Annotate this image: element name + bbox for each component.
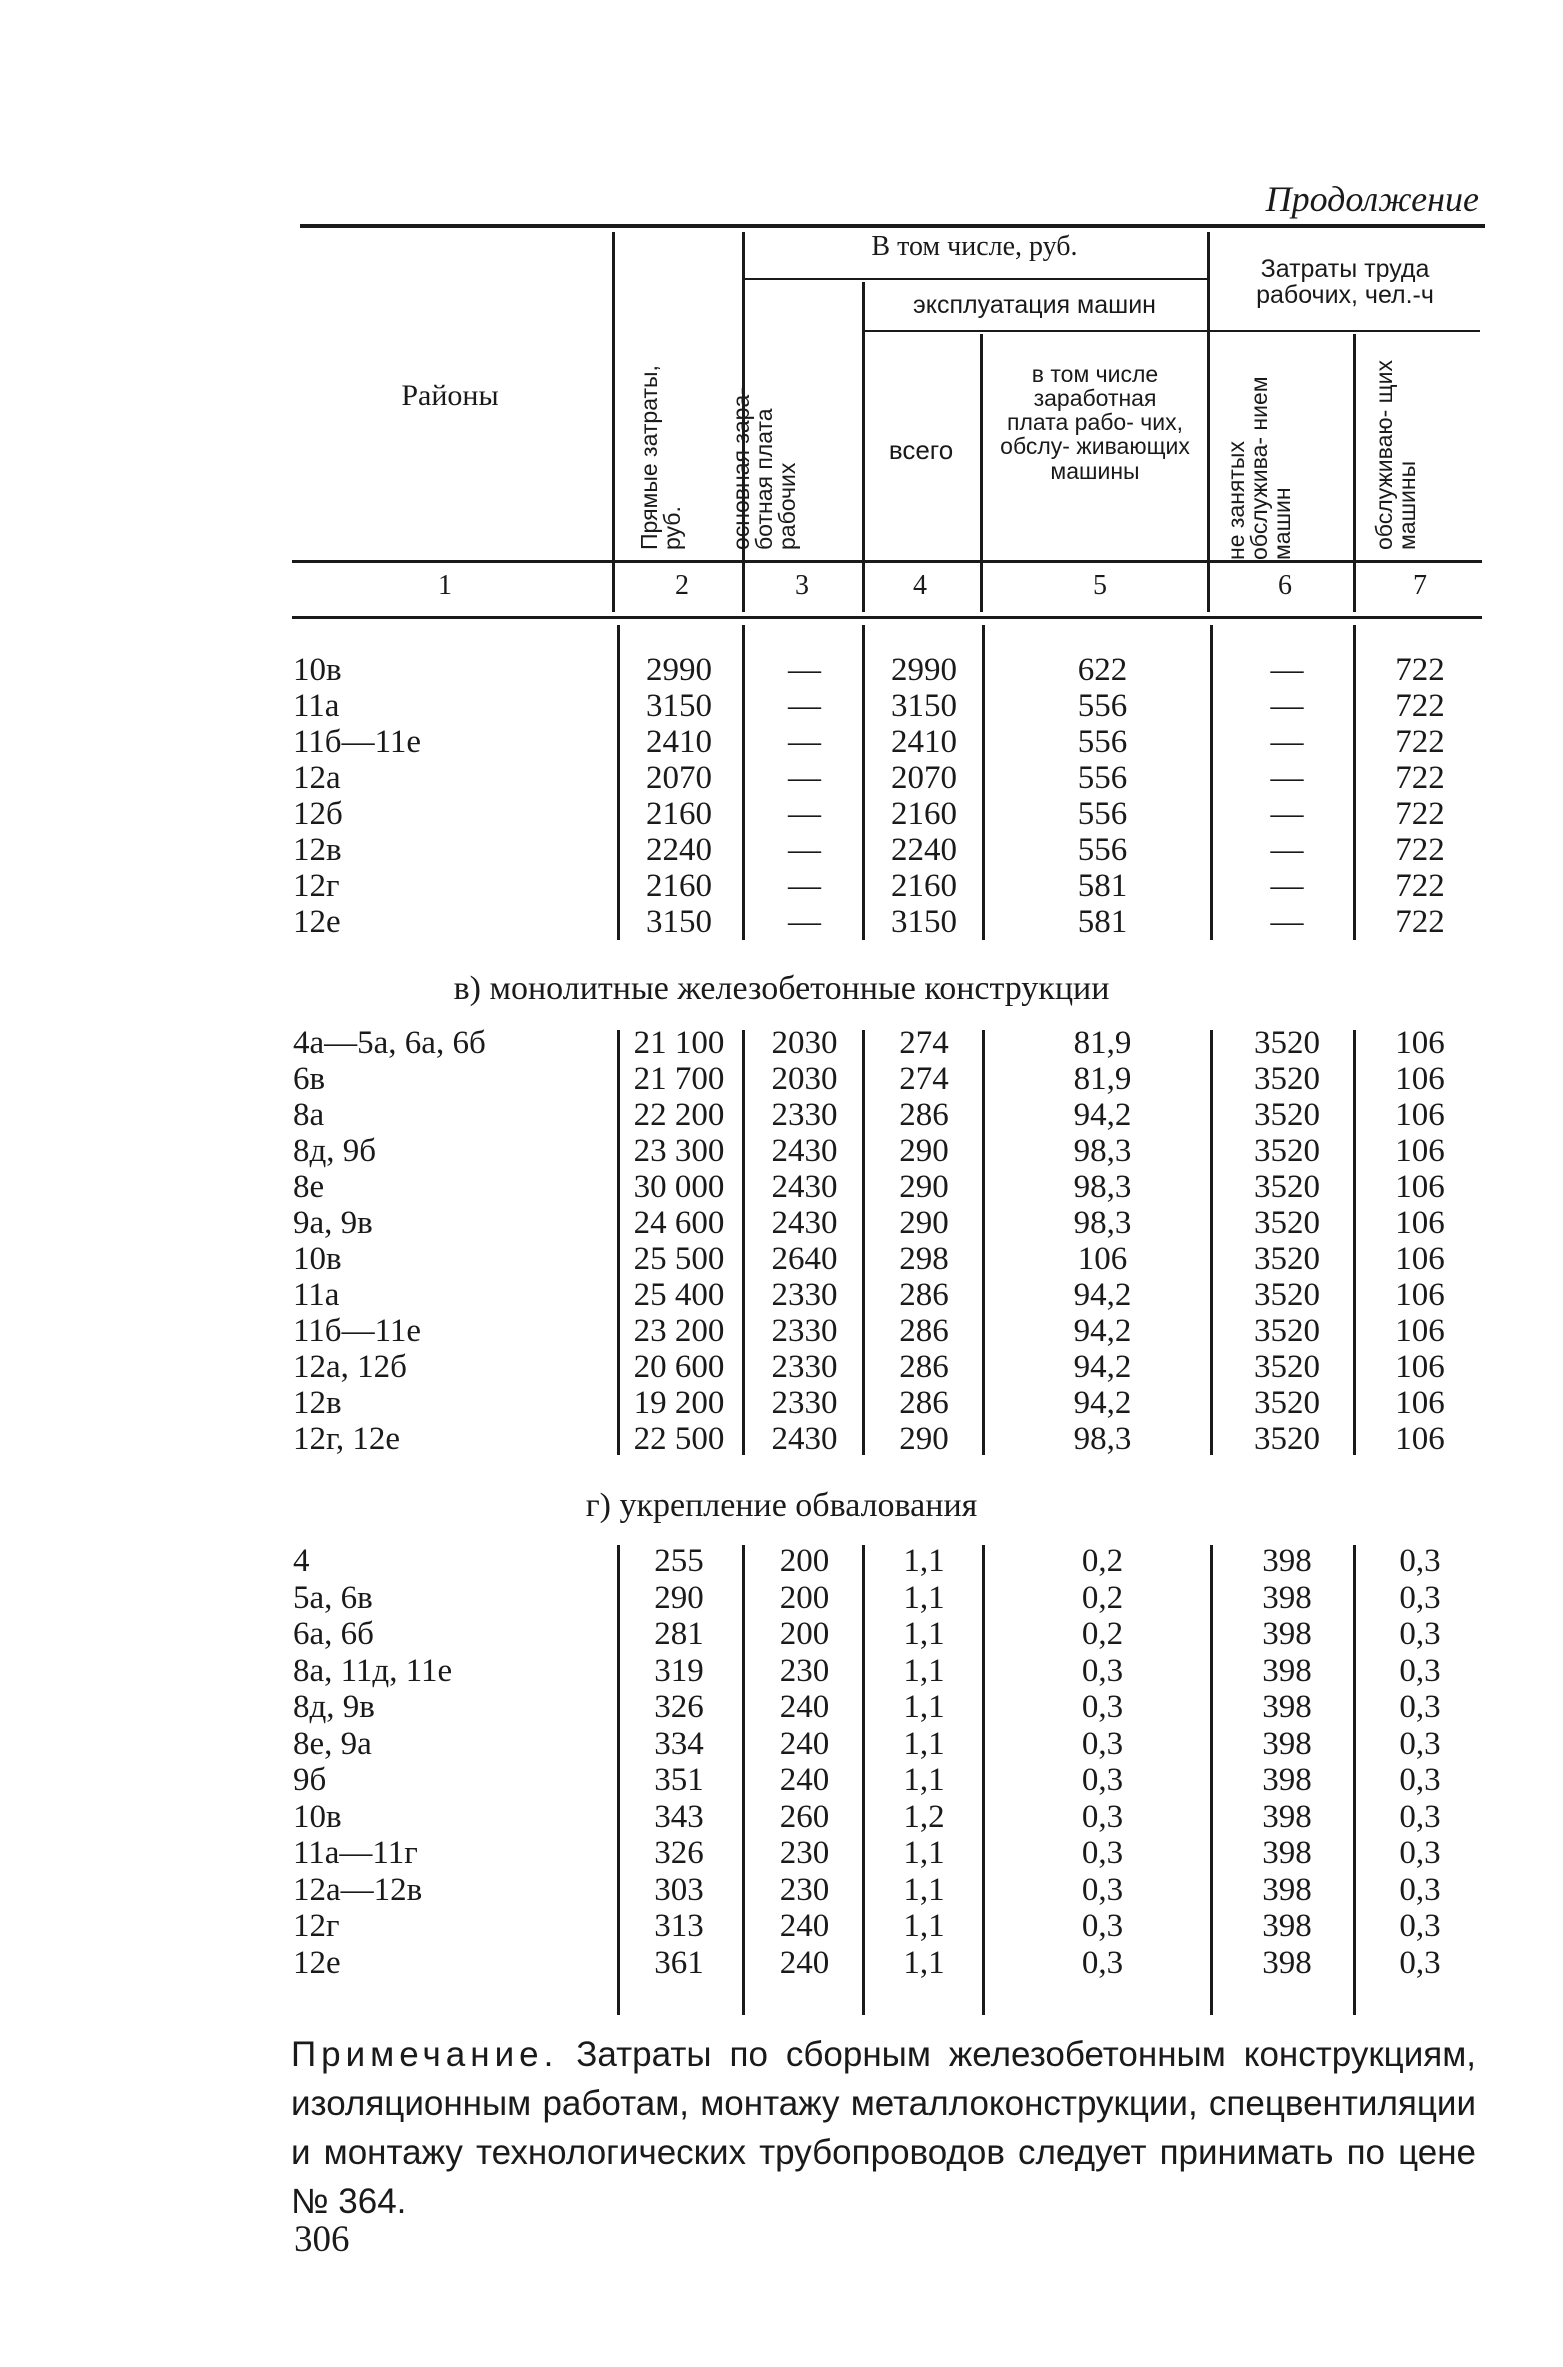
labor-machines-cell: 106 xyxy=(1395,1313,1445,1349)
base-wage-cell: — xyxy=(788,904,821,940)
labor-machines-cell: 0,3 xyxy=(1399,1652,1441,1689)
base-wage-cell: — xyxy=(788,688,821,724)
labor-not-machines-cell: 398 xyxy=(1262,1908,1312,1944)
direct-cost-cell: 334 xyxy=(654,1725,704,1762)
table-row xyxy=(0,868,1563,904)
labor-machines-cell: 106 xyxy=(1395,1025,1445,1061)
table-row xyxy=(0,1872,1563,1908)
labor-not-machines-cell: 398 xyxy=(1262,1835,1312,1871)
machine-total-cell: 1,1 xyxy=(903,1616,945,1652)
header-direct-costs: Прямые затраты, руб. xyxy=(636,365,685,550)
table-row xyxy=(0,1908,1563,1944)
base-wage-cell: — xyxy=(788,832,821,868)
table-row xyxy=(0,1061,1563,1097)
machine-total-cell: 1,1 xyxy=(903,1944,945,1981)
labor-not-machines-cell: 398 xyxy=(1262,1871,1312,1908)
footnote-label: Примечание. xyxy=(291,2035,559,2074)
table-row xyxy=(0,1241,1563,1277)
base-wage-cell: — xyxy=(788,724,821,760)
labor-machines-cell: 0,3 xyxy=(1399,1798,1441,1835)
machine-total-cell: 1,1 xyxy=(903,1689,945,1725)
table-row xyxy=(0,1313,1563,1349)
direct-cost-cell: 23 200 xyxy=(633,1313,725,1349)
base-wage-cell: 2030 xyxy=(771,1061,838,1097)
machine-total-cell: 274 xyxy=(899,1061,949,1097)
table-row xyxy=(0,1349,1563,1385)
base-wage-cell: — xyxy=(788,868,821,904)
direct-cost-cell: 23 300 xyxy=(633,1133,725,1169)
labor-not-machines-cell: — xyxy=(1270,688,1304,724)
region-cell: 12г, 12е xyxy=(293,1421,400,1457)
machine-wage-cell: 98,3 xyxy=(1073,1205,1132,1241)
footnote xyxy=(291,2030,1476,2226)
labor-machines-cell: 106 xyxy=(1395,1241,1445,1277)
direct-cost-cell: 21 100 xyxy=(633,1025,725,1061)
base-wage-cell: — xyxy=(788,796,821,832)
table-row xyxy=(0,796,1563,832)
section-c-title: г) укрепление обвалования xyxy=(585,1487,978,1524)
labor-machines-cell: 106 xyxy=(1395,1097,1445,1133)
table-row xyxy=(0,1169,1563,1205)
header-top-rule xyxy=(300,224,1485,228)
machine-total-cell: 2410 xyxy=(891,724,957,760)
direct-cost-cell: 22 500 xyxy=(633,1421,725,1457)
base-wage-cell: 2330 xyxy=(771,1277,838,1313)
region-cell: 12г xyxy=(293,868,340,904)
machine-wage-cell: 556 xyxy=(1077,724,1128,760)
region-cell: 4а—5а, 6а, 6б xyxy=(293,1025,486,1061)
labor-not-machines-cell: 3520 xyxy=(1254,1133,1320,1169)
labor-not-machines-cell: — xyxy=(1270,832,1304,868)
table-row xyxy=(0,724,1563,760)
base-wage-cell: 240 xyxy=(779,1689,830,1725)
table-row xyxy=(0,1689,1563,1725)
machine-wage-cell: 556 xyxy=(1077,832,1128,868)
machine-total-cell: 1,2 xyxy=(903,1798,945,1835)
region-cell: 11б—11е xyxy=(293,724,421,760)
continuation-label: Продолжение xyxy=(1265,179,1479,219)
machine-total-cell: 1,1 xyxy=(903,1725,945,1762)
labor-not-machines-cell: — xyxy=(1270,904,1304,940)
machine-total-cell: 286 xyxy=(899,1313,949,1349)
region-cell: 10в xyxy=(293,1241,342,1277)
col-number-7: 7 xyxy=(1413,570,1427,601)
machine-total-cell: 2990 xyxy=(891,652,957,688)
table-row xyxy=(0,1835,1563,1871)
table-row xyxy=(0,688,1563,724)
labor-not-machines-cell: 398 xyxy=(1262,1725,1312,1762)
direct-cost-cell: 326 xyxy=(654,1689,704,1725)
header-divider-4 xyxy=(980,334,983,612)
labor-machines-cell: 722 xyxy=(1395,760,1445,796)
labor-machines-cell: 106 xyxy=(1395,1133,1445,1169)
base-wage-cell: 260 xyxy=(779,1798,830,1835)
machine-wage-cell: 0,3 xyxy=(1081,1762,1124,1798)
machine-total-cell: 2160 xyxy=(891,868,957,904)
region-cell: 6а, 6б xyxy=(293,1616,374,1652)
labor-machines-cell: 722 xyxy=(1395,652,1445,688)
labor-machines-cell: 0,3 xyxy=(1399,1616,1441,1652)
table-row xyxy=(0,1421,1563,1457)
labor-not-machines-cell: 398 xyxy=(1262,1543,1312,1579)
machine-wage-cell: 622 xyxy=(1077,652,1128,688)
page-number: 306 xyxy=(294,2219,350,2260)
base-wage-cell: 200 xyxy=(779,1616,830,1652)
machine-wage-cell: 81,9 xyxy=(1073,1061,1132,1097)
direct-cost-cell: 19 200 xyxy=(633,1385,725,1421)
base-wage-cell: 230 xyxy=(779,1871,830,1908)
direct-cost-cell: 290 xyxy=(654,1579,704,1616)
table-row xyxy=(0,1025,1563,1061)
header-divider-6 xyxy=(1353,334,1356,612)
machine-total-cell: 1,1 xyxy=(903,1762,945,1798)
labor-not-machines-cell: 398 xyxy=(1262,1762,1312,1798)
base-wage-cell: — xyxy=(788,760,821,796)
header-machine-wage: в том числе заработная плата рабо- чих, обслу- живающих машины xyxy=(1000,361,1190,484)
labor-machines-cell: 722 xyxy=(1395,688,1445,724)
base-wage-cell: 240 xyxy=(779,1908,830,1944)
region-cell: 12е xyxy=(293,1944,341,1981)
labor-not-machines-cell: 398 xyxy=(1262,1616,1312,1652)
machine-wage-cell: 94,2 xyxy=(1073,1097,1132,1133)
machine-total-cell: 290 xyxy=(899,1169,949,1205)
direct-cost-cell: 2160 xyxy=(646,868,712,904)
table-row xyxy=(0,652,1563,688)
table-row xyxy=(0,1097,1563,1133)
footnote-text: Затраты по сборным железобетонным конструкциям, изоляционным работам, монтажу металлоконструкции, спецвентиляции и монтажу технологических трубопроводов следует принимать по цене № 364. xyxy=(291,2035,1476,2221)
direct-cost-cell: 25 400 xyxy=(633,1277,725,1313)
direct-cost-cell: 2410 xyxy=(646,724,712,760)
labor-not-machines-cell: — xyxy=(1270,760,1304,796)
base-wage-cell: 2330 xyxy=(771,1385,838,1421)
machine-total-cell: 2160 xyxy=(891,796,957,832)
labor-not-machines-cell: 398 xyxy=(1262,1652,1312,1689)
labor-not-machines-cell: 3520 xyxy=(1254,1205,1320,1241)
header-including: В том числе, руб. xyxy=(871,231,1078,262)
table-row xyxy=(0,1385,1563,1421)
direct-cost-cell: 20 600 xyxy=(633,1349,725,1385)
region-cell: 12а—12в xyxy=(293,1871,423,1908)
region-cell: 8е, 9а xyxy=(293,1725,372,1762)
machine-total-cell: 1,1 xyxy=(903,1543,945,1579)
direct-cost-cell: 30 000 xyxy=(633,1169,725,1205)
base-wage-cell: 2430 xyxy=(771,1205,838,1241)
labor-machines-cell: 722 xyxy=(1395,904,1445,940)
base-wage-cell: 230 xyxy=(779,1652,830,1689)
machine-wage-cell: 0,3 xyxy=(1081,1798,1124,1835)
region-cell: 12е xyxy=(293,904,341,940)
direct-cost-cell: 3150 xyxy=(646,904,712,940)
machine-total-cell: 286 xyxy=(899,1385,949,1421)
direct-cost-cell: 22 200 xyxy=(633,1097,725,1133)
region-cell: 12г xyxy=(293,1908,340,1944)
machine-wage-cell: 0,2 xyxy=(1081,1579,1124,1616)
direct-cost-cell: 361 xyxy=(654,1944,704,1981)
region-cell: 8д, 9в xyxy=(293,1689,375,1725)
base-wage-cell: 2330 xyxy=(771,1313,838,1349)
machine-wage-cell: 106 xyxy=(1077,1241,1128,1277)
table-row xyxy=(0,1543,1563,1579)
header-machines: эксплуатация машин xyxy=(913,291,1156,319)
labor-not-machines-cell: 3520 xyxy=(1254,1025,1320,1061)
table-row xyxy=(0,1580,1563,1616)
labor-machines-cell: 722 xyxy=(1395,868,1445,904)
base-wage-cell: 240 xyxy=(779,1944,830,1981)
direct-cost-cell: 351 xyxy=(654,1762,704,1798)
direct-cost-cell: 2990 xyxy=(646,652,712,688)
base-wage-cell: 200 xyxy=(779,1543,830,1579)
machine-total-cell: 1,1 xyxy=(903,1835,945,1871)
labor-machines-cell: 0,3 xyxy=(1399,1543,1441,1579)
region-cell: 11а xyxy=(293,688,340,724)
direct-cost-cell: 255 xyxy=(654,1543,704,1579)
labor-not-machines-cell: 3520 xyxy=(1254,1313,1320,1349)
labor-machines-cell: 0,3 xyxy=(1399,1871,1441,1908)
labor-not-machines-cell: 3520 xyxy=(1254,1349,1320,1385)
machine-wage-cell: 94,2 xyxy=(1073,1385,1132,1421)
table-row xyxy=(0,1133,1563,1169)
table-row xyxy=(0,1762,1563,1798)
direct-cost-cell: 2160 xyxy=(646,796,712,832)
header-group-rule xyxy=(742,278,1207,280)
machine-total-cell: 286 xyxy=(899,1097,949,1133)
machine-wage-cell: 0,3 xyxy=(1081,1835,1124,1871)
region-cell: 5а, 6в xyxy=(293,1579,373,1616)
col-number-1: 1 xyxy=(438,570,452,601)
labor-machines-cell: 106 xyxy=(1395,1061,1445,1097)
direct-cost-cell: 281 xyxy=(654,1616,704,1652)
machine-total-cell: 1,1 xyxy=(903,1871,945,1908)
region-cell: 12в xyxy=(293,1385,342,1421)
machine-wage-cell: 0,2 xyxy=(1081,1616,1124,1652)
region-cell: 9а, 9в xyxy=(293,1205,373,1241)
labor-not-machines-cell: — xyxy=(1270,868,1304,904)
region-cell: 11а xyxy=(293,1277,340,1313)
base-wage-cell: 2430 xyxy=(771,1169,838,1205)
direct-cost-cell: 326 xyxy=(654,1835,704,1871)
table-row xyxy=(0,1799,1563,1835)
labor-machines-cell: 0,3 xyxy=(1399,1725,1441,1762)
machine-wage-cell: 81,9 xyxy=(1073,1025,1132,1061)
table-row xyxy=(0,1277,1563,1313)
col-number-3: 3 xyxy=(795,570,809,601)
header-labor: Затраты труда рабочих, чел.-ч xyxy=(1256,255,1434,310)
machine-wage-cell: 0,3 xyxy=(1081,1871,1124,1908)
machine-wage-cell: 94,2 xyxy=(1073,1349,1132,1385)
labor-not-machines-cell: 398 xyxy=(1262,1944,1312,1981)
base-wage-cell: 2430 xyxy=(771,1421,838,1457)
machine-wage-cell: 581 xyxy=(1077,868,1128,904)
header-machines-rule xyxy=(862,330,1207,332)
machine-total-cell: 3150 xyxy=(891,688,957,724)
labor-machines-cell: 0,3 xyxy=(1399,1835,1441,1871)
direct-cost-cell: 24 600 xyxy=(633,1205,725,1241)
machine-wage-cell: 0,2 xyxy=(1081,1543,1124,1579)
base-wage-cell: 240 xyxy=(779,1725,830,1762)
machine-total-cell: 3150 xyxy=(891,904,957,940)
machine-wage-cell: 94,2 xyxy=(1073,1313,1132,1349)
header-not-machines: не занятых обслужива- нием машин xyxy=(1223,376,1295,560)
table-row xyxy=(0,1945,1563,1981)
region-cell: 10в xyxy=(293,652,342,688)
labor-machines-cell: 0,3 xyxy=(1399,1944,1441,1981)
labor-not-machines-cell: 3520 xyxy=(1254,1061,1320,1097)
region-cell: 12в xyxy=(293,832,342,868)
machine-total-cell: 274 xyxy=(899,1025,949,1061)
machine-wage-cell: 0,3 xyxy=(1081,1652,1124,1689)
table-row xyxy=(0,1205,1563,1241)
labor-machines-cell: 0,3 xyxy=(1399,1579,1441,1616)
base-wage-cell: 240 xyxy=(779,1762,830,1798)
machine-total-cell: 286 xyxy=(899,1349,949,1385)
direct-cost-cell: 21 700 xyxy=(633,1061,725,1097)
labor-not-machines-cell: — xyxy=(1270,796,1304,832)
machine-wage-cell: 98,3 xyxy=(1073,1133,1132,1169)
section-b-title: в) монолитные железобетонные конструкции xyxy=(453,970,1110,1007)
labor-not-machines-cell: — xyxy=(1270,652,1304,688)
header-total: всего xyxy=(888,435,954,465)
table-row xyxy=(0,1726,1563,1762)
header-bottom-rule xyxy=(292,560,1482,563)
region-cell: 8а, 11д, 11е xyxy=(293,1652,453,1689)
header-divider-1 xyxy=(612,232,615,612)
base-wage-cell: 2030 xyxy=(771,1025,838,1061)
labor-not-machines-cell: 3520 xyxy=(1254,1097,1320,1133)
labor-machines-cell: 0,3 xyxy=(1399,1762,1441,1798)
region-cell: 6в xyxy=(293,1061,326,1097)
col-number-2: 2 xyxy=(675,570,689,601)
region-cell: 8е xyxy=(293,1169,325,1205)
direct-cost-cell: 343 xyxy=(654,1798,704,1835)
direct-cost-cell: 25 500 xyxy=(633,1241,725,1277)
base-wage-cell: 2330 xyxy=(771,1097,838,1133)
region-cell: 12б xyxy=(293,796,343,832)
machine-wage-cell: 0,3 xyxy=(1081,1689,1124,1725)
labor-not-machines-cell: 3520 xyxy=(1254,1385,1320,1421)
machine-total-cell: 298 xyxy=(899,1241,949,1277)
table-row xyxy=(0,904,1563,940)
machine-wage-cell: 0,3 xyxy=(1081,1944,1124,1981)
labor-machines-cell: 106 xyxy=(1395,1349,1445,1385)
machine-total-cell: 286 xyxy=(899,1277,949,1313)
header-base-wage: основная зара- ботная плата рабочих xyxy=(728,387,800,550)
labor-not-machines-cell: 398 xyxy=(1262,1689,1312,1725)
region-cell: 11б—11е xyxy=(293,1313,421,1349)
region-cell: 12а xyxy=(293,760,341,796)
base-wage-cell: 2430 xyxy=(771,1133,838,1169)
col-number-6: 6 xyxy=(1278,570,1292,601)
direct-cost-cell: 313 xyxy=(654,1908,704,1944)
base-wage-cell: — xyxy=(788,652,821,688)
machine-wage-cell: 0,3 xyxy=(1081,1908,1124,1944)
table-row xyxy=(0,1653,1563,1689)
region-cell: 11а—11г xyxy=(293,1835,418,1871)
labor-machines-cell: 106 xyxy=(1395,1277,1445,1313)
region-cell: 12а, 12б xyxy=(293,1349,407,1385)
table-row xyxy=(0,832,1563,868)
machine-total-cell: 290 xyxy=(899,1205,949,1241)
direct-cost-cell: 303 xyxy=(654,1871,704,1908)
region-cell: 10в xyxy=(293,1798,342,1835)
machine-wage-cell: 0,3 xyxy=(1081,1725,1124,1762)
labor-not-machines-cell: 3520 xyxy=(1254,1421,1320,1457)
labor-not-machines-cell: 3520 xyxy=(1254,1241,1320,1277)
machine-total-cell: 290 xyxy=(899,1421,949,1457)
labor-not-machines-cell: — xyxy=(1270,724,1304,760)
base-wage-cell: 230 xyxy=(779,1835,830,1871)
machine-total-cell: 1,1 xyxy=(903,1652,945,1689)
table-row xyxy=(0,760,1563,796)
base-wage-cell: 2640 xyxy=(771,1241,838,1277)
labor-machines-cell: 106 xyxy=(1395,1421,1445,1457)
machine-wage-cell: 94,2 xyxy=(1073,1277,1132,1313)
machine-wage-cell: 98,3 xyxy=(1073,1421,1132,1457)
machine-wage-cell: 98,3 xyxy=(1073,1169,1132,1205)
direct-cost-cell: 2070 xyxy=(646,760,712,796)
header-numbers-rule xyxy=(292,616,1482,619)
header-machines-workers: обслуживаю- щих машины xyxy=(1371,360,1420,550)
region-cell: 8а xyxy=(293,1097,325,1133)
labor-not-machines-cell: 3520 xyxy=(1254,1277,1320,1313)
direct-cost-cell: 3150 xyxy=(646,688,712,724)
machine-total-cell: 2070 xyxy=(891,760,957,796)
labor-not-machines-cell: 398 xyxy=(1262,1579,1312,1616)
base-wage-cell: 2330 xyxy=(771,1349,838,1385)
machine-total-cell: 290 xyxy=(899,1133,949,1169)
region-cell: 4 xyxy=(293,1543,310,1579)
machine-wage-cell: 556 xyxy=(1077,688,1128,724)
labor-machines-cell: 0,3 xyxy=(1399,1908,1441,1944)
machine-wage-cell: 556 xyxy=(1077,760,1128,796)
machine-total-cell: 1,1 xyxy=(903,1579,945,1616)
table-row xyxy=(0,1616,1563,1652)
labor-machines-cell: 0,3 xyxy=(1399,1689,1441,1725)
direct-cost-cell: 2240 xyxy=(646,832,712,868)
base-wage-cell: 200 xyxy=(779,1579,830,1616)
header-regions: Районы xyxy=(401,379,499,412)
region-cell: 8д, 9б xyxy=(293,1133,377,1169)
labor-machines-cell: 722 xyxy=(1395,832,1445,868)
col-number-4: 4 xyxy=(913,570,927,601)
machine-wage-cell: 581 xyxy=(1077,904,1128,940)
labor-machines-cell: 106 xyxy=(1395,1205,1445,1241)
labor-machines-cell: 106 xyxy=(1395,1385,1445,1421)
region-cell: 9б xyxy=(293,1762,327,1798)
machine-wage-cell: 556 xyxy=(1077,796,1128,832)
direct-cost-cell: 319 xyxy=(654,1652,704,1689)
col-number-5: 5 xyxy=(1093,570,1107,601)
labor-machines-cell: 722 xyxy=(1395,724,1445,760)
labor-not-machines-cell: 3520 xyxy=(1254,1169,1320,1205)
labor-machines-cell: 722 xyxy=(1395,796,1445,832)
machine-total-cell: 1,1 xyxy=(903,1908,945,1944)
labor-machines-cell: 106 xyxy=(1395,1169,1445,1205)
machine-total-cell: 2240 xyxy=(891,832,957,868)
labor-not-machines-cell: 398 xyxy=(1262,1798,1312,1835)
